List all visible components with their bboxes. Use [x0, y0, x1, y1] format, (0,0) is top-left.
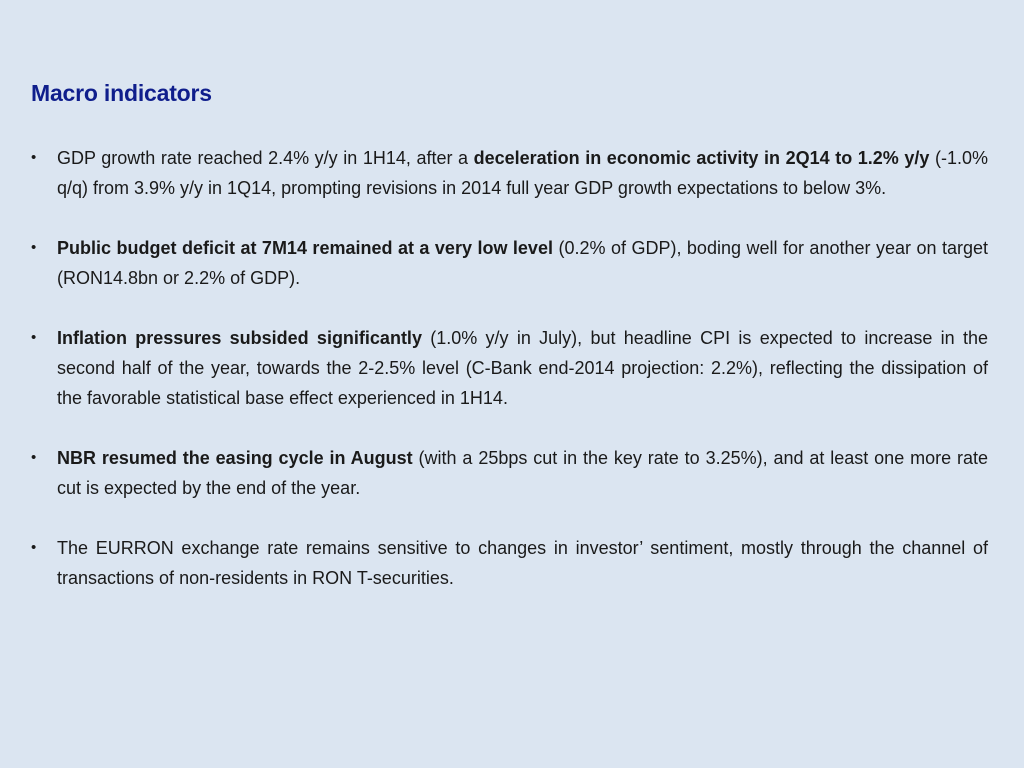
bullet-text: (with a 25bps cut in the key rate to 3.25%), and at least one more rate cut is expected by the end of the year.: [57, 448, 988, 498]
bullet-list: [30, 143, 988, 623]
bullet-highlight: deceleration in economic activity in 2Q14 to 1.2% y/y: [473, 148, 930, 168]
bullet-text: The EURRON exchange rate remains sensitive to changes in investor’ sentiment, mostly through the channel of transactions of non-residents in RON T-securities.: [57, 538, 988, 588]
bullet-highlight: Public budget deficit at 7M14 remained at a very low level: [57, 238, 553, 258]
bullet-nbr-easing: [30, 443, 988, 503]
bullet-inflation: [30, 323, 988, 413]
bullet-highlight: Inflation pressures subsided significantly: [57, 328, 422, 348]
bullet-text: (0.2% of GDP), boding well for another year on target (RON14.8bn or 2.2% of GDP).: [57, 238, 988, 288]
bullet-text: (-1.0% q/q) from 3.9% y/y in 1Q14, prompting revisions in 2014 full year GDP growth expectations to below 3%.: [57, 148, 988, 198]
bullet-text: (1.0% y/y in July), but headline CPI is expected to increase in the second half of the year, towards the 2-2.5% level (C-Bank end-2014 projection: 2.2%), reflecting the dissipation of the favorable statistical base effect experienced in 1H14.: [57, 328, 988, 408]
bullet-text: GDP growth rate reached 2.4% y/y in 1H14, after a: [57, 148, 474, 168]
bullet-exchange-rate: [30, 533, 988, 593]
bullet-gdp-growth: [30, 143, 988, 203]
bullet-budget-deficit: [30, 233, 988, 293]
slide-title: Macro indicators: [31, 80, 212, 106]
bullet-highlight: NBR resumed the easing cycle in August: [57, 448, 413, 468]
